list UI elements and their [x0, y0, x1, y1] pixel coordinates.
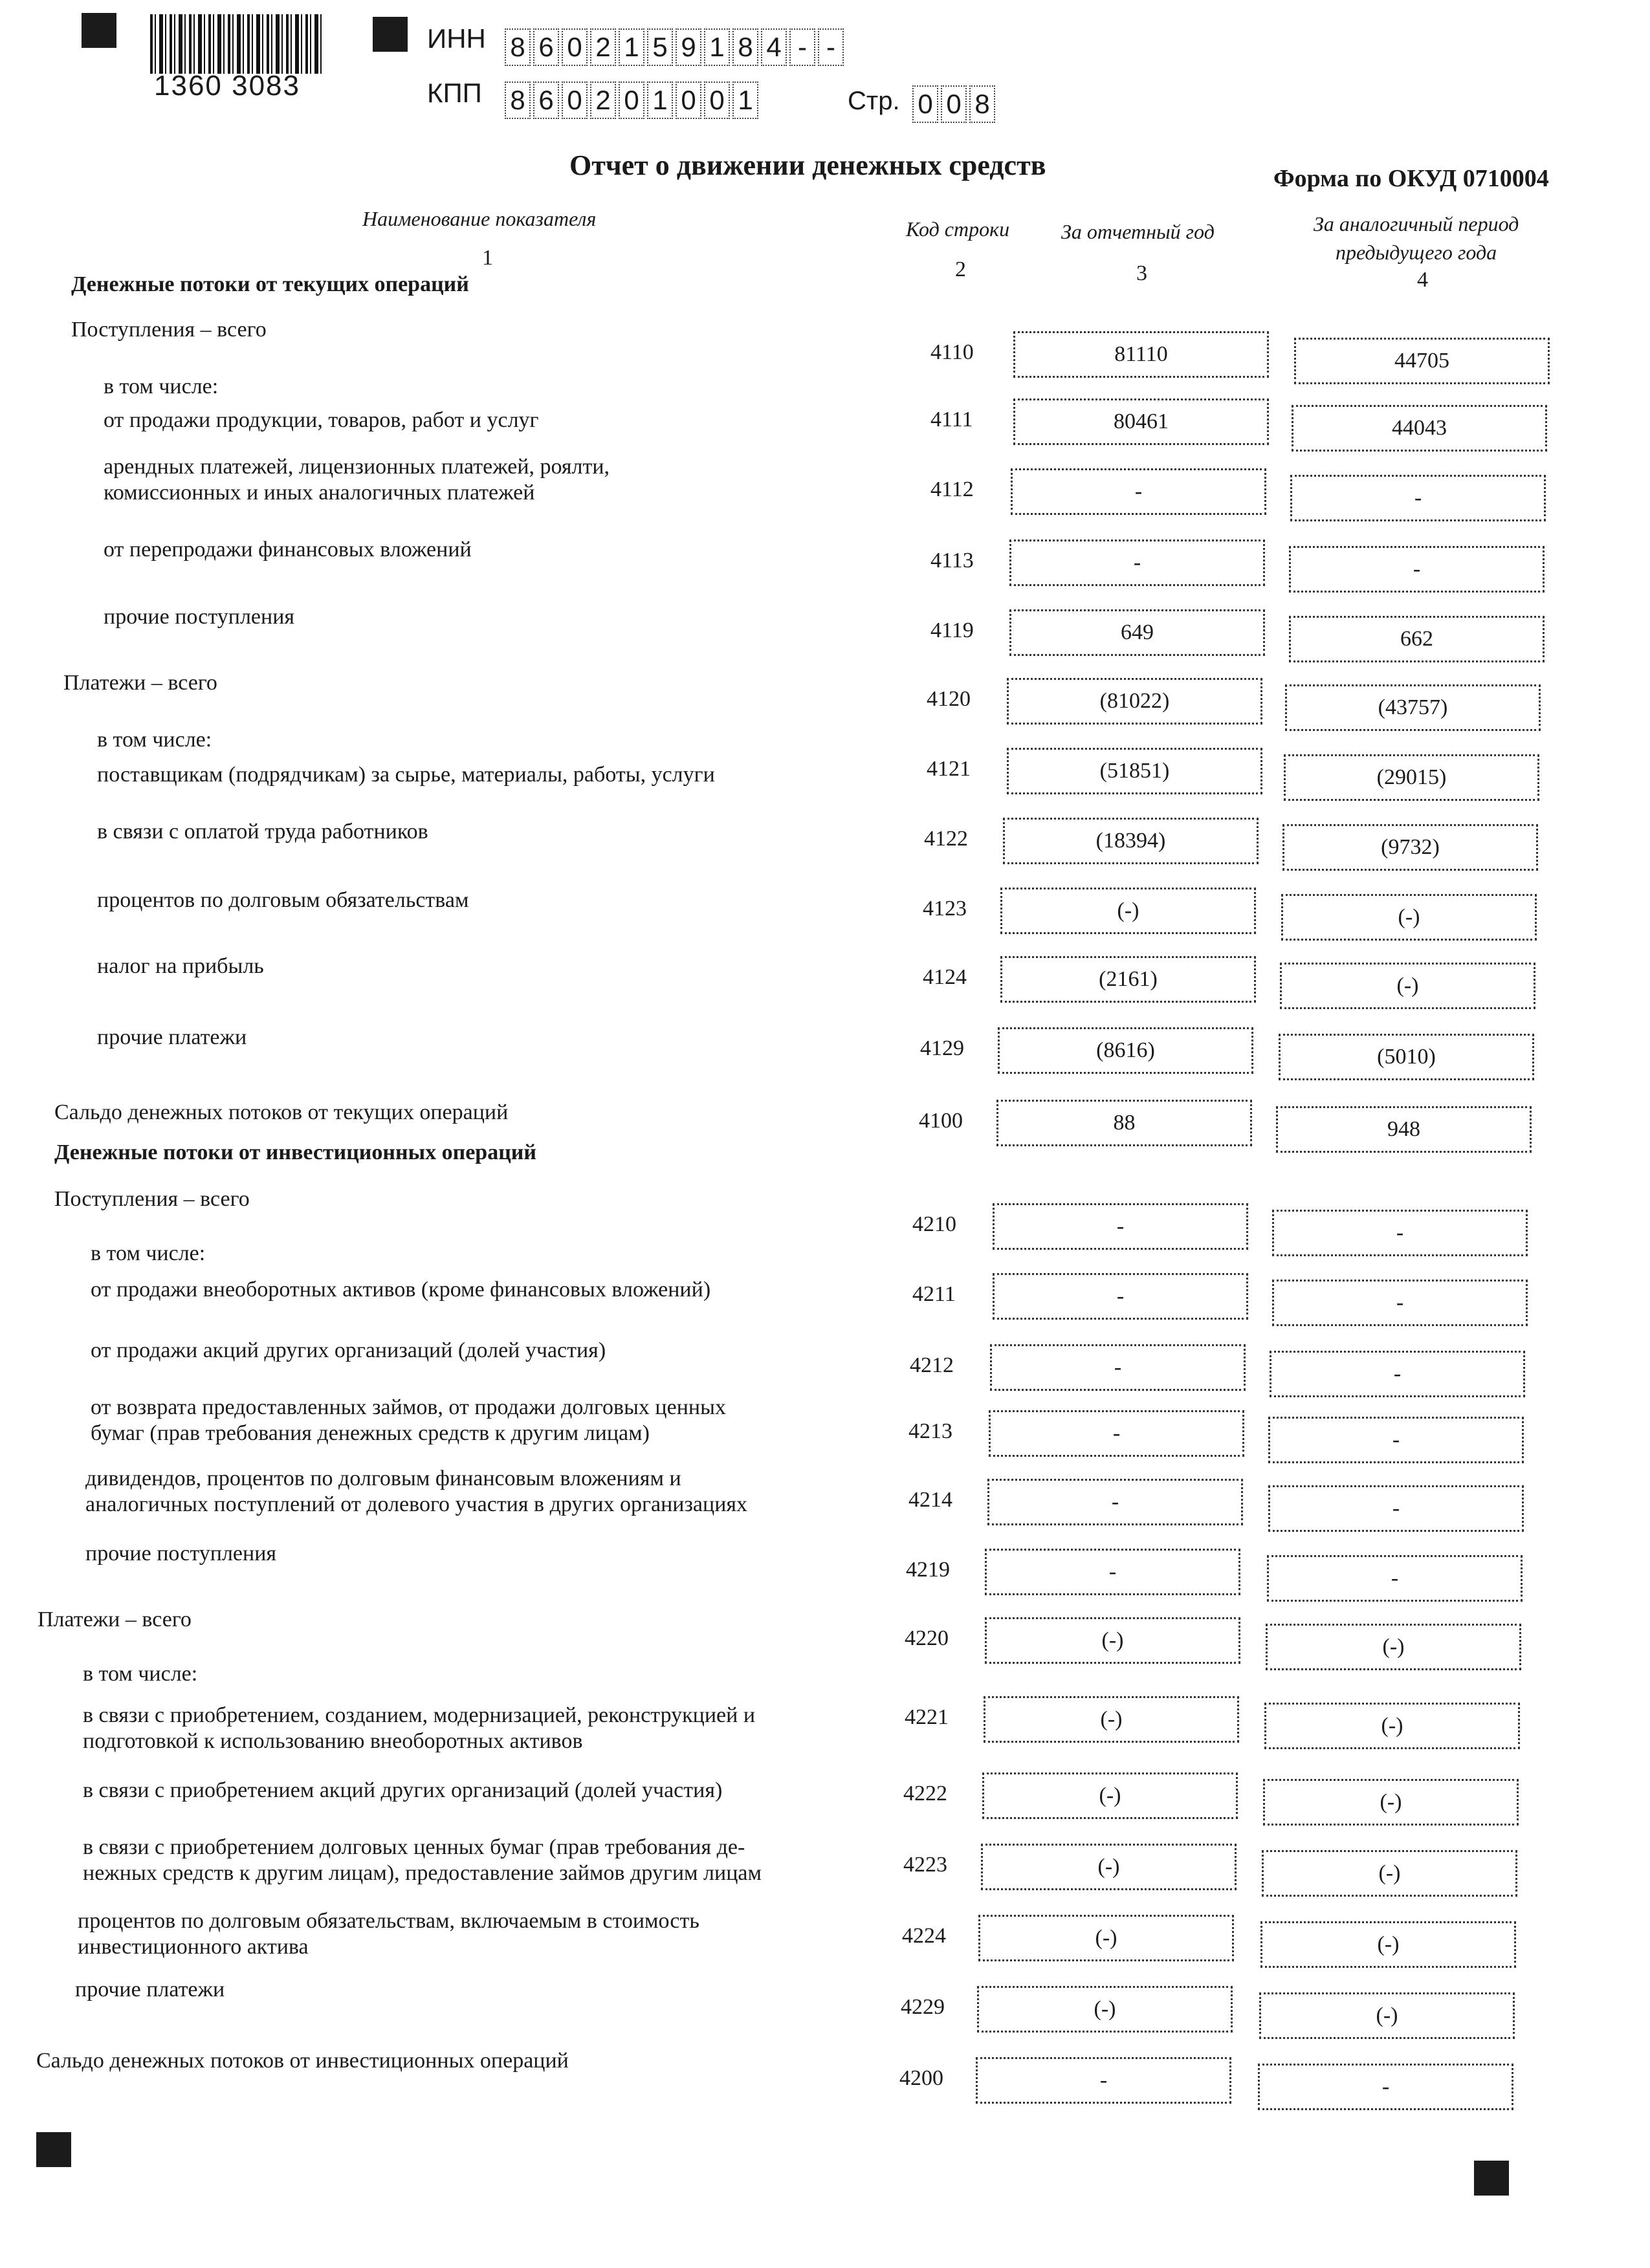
row-label-line: от возврата предоставленных займов, от продажи долговых ценных	[91, 1395, 726, 1419]
row-code: 4123	[923, 897, 967, 921]
row-label	[97, 819, 938, 845]
inn-digit: 6	[533, 28, 559, 66]
inn-digit: 5	[647, 28, 673, 66]
row-label-line: в том числе:	[91, 1241, 206, 1265]
row-code: 4113	[930, 549, 974, 572]
current-year-value: (-)	[981, 1844, 1237, 1890]
current-year-value: (-)	[977, 1986, 1233, 2033]
row-code: 4210	[912, 1212, 956, 1236]
barcode-bars	[150, 14, 325, 74]
kpp-digit: 1	[732, 82, 758, 119]
row-label-line: от перепродажи финансовых вложений	[104, 538, 472, 562]
inn-digit: 9	[676, 28, 701, 66]
row-code: 4129	[920, 1036, 964, 1060]
prior-year-value: 44043	[1292, 405, 1547, 452]
kpp-digit: 0	[619, 82, 644, 119]
row-label	[85, 1466, 927, 1518]
row-label	[83, 1703, 924, 1754]
row-label	[85, 1541, 927, 1567]
row-code: 4110	[930, 340, 974, 364]
inn-digit: 8	[732, 28, 758, 66]
prior-year-value: (5010)	[1279, 1034, 1534, 1080]
barcode-number: 1360 3083	[154, 70, 300, 102]
prior-year-value: (-)	[1262, 1850, 1517, 1897]
row-label	[54, 1186, 896, 1212]
col-name-number: 1	[482, 246, 493, 270]
row-label	[104, 537, 945, 563]
prior-year-value: (-)	[1263, 1779, 1519, 1826]
current-year-value: -	[985, 1549, 1240, 1595]
row-label-line: в том числе:	[83, 1662, 198, 1686]
kpp-digit: 0	[704, 82, 730, 119]
row-code: 4120	[927, 687, 971, 711]
row-code: 4124	[923, 965, 967, 989]
subgroup-label	[97, 727, 938, 753]
current-year-value: -	[993, 1273, 1248, 1320]
current-year-value: (-)	[978, 1915, 1234, 1961]
row-code: 4111	[930, 408, 973, 431]
inn-cells	[505, 28, 846, 66]
row-label-line: в том числе:	[104, 375, 219, 398]
page-label: Стр.	[848, 87, 900, 115]
row-label-line: Платежи – всего	[63, 671, 217, 695]
inn-label: ИНН	[427, 23, 486, 54]
registration-mark-top-left	[82, 13, 116, 48]
row-label	[97, 1025, 938, 1051]
row-label-line: бумаг (прав требования денежных средств к другим лицам)	[91, 1421, 650, 1445]
registration-mark-top-center	[373, 17, 408, 52]
subgroup-label	[91, 1241, 932, 1267]
row-code: 4223	[903, 1853, 947, 1877]
row-label-line: подготовкой к использованию внеоборотных активов	[83, 1729, 583, 1753]
row-code: 4219	[906, 1558, 950, 1582]
row-code: 4121	[927, 757, 971, 781]
inn-digit: -	[789, 28, 815, 66]
prior-year-value: -	[1258, 2064, 1513, 2110]
current-year-value: 80461	[1013, 398, 1269, 445]
row-label-line: Поступления – всего	[71, 318, 267, 342]
col-code-header: Код строки	[906, 217, 1010, 241]
row-label	[91, 1395, 932, 1446]
row-code: 4100	[919, 1109, 963, 1133]
current-year-value: -	[990, 1344, 1246, 1391]
inn-digit: -	[818, 28, 844, 66]
inn-digit: 4	[761, 28, 787, 66]
page-digit: 8	[969, 85, 995, 123]
col-prior-header-line1: За аналогичный период	[1314, 212, 1519, 235]
kpp-digit: 8	[505, 82, 531, 119]
row-label-line: Сальдо денежных потоков от текущих операций	[54, 1100, 509, 1124]
subgroup-label	[83, 1661, 924, 1687]
row-label-line: в связи с приобретением долговых ценных бумаг (прав требования де-	[83, 1835, 745, 1859]
row-label-line: нежных средств к другим лицам), предоставление займов другим лицам	[83, 1861, 762, 1885]
kpp-digit: 2	[590, 82, 616, 119]
row-label-line: от продажи внеоборотных активов (кроме финансовых вложений)	[91, 1278, 711, 1302]
row-label	[71, 317, 912, 343]
prior-year-value: -	[1272, 1280, 1528, 1326]
kpp-digit: 0	[562, 82, 588, 119]
current-year-value: -	[1009, 540, 1265, 586]
row-label-line: процентов по долговым обязательствам	[97, 888, 469, 912]
row-label-line: прочие поступления	[104, 605, 295, 629]
row-label-line: в том числе:	[97, 728, 212, 752]
col-current-number: 3	[1136, 261, 1147, 285]
current-year-value: (2161)	[1000, 956, 1256, 1003]
row-label-line: прочие платежи	[97, 1025, 247, 1049]
current-year-value: -	[987, 1479, 1243, 1525]
row-code: 4222	[903, 1782, 947, 1805]
current-year-value: -	[976, 2057, 1231, 2104]
registration-mark-bottom-left	[36, 2132, 71, 2167]
row-label	[97, 762, 938, 788]
prior-year-value: (-)	[1264, 1703, 1520, 1749]
current-year-value: (-)	[984, 1696, 1239, 1743]
inn-digit: 1	[619, 28, 644, 66]
row-label	[104, 454, 945, 506]
current-year-value: 81110	[1013, 331, 1269, 378]
prior-year-value: 662	[1289, 616, 1545, 662]
prior-year-value: -	[1268, 1485, 1524, 1532]
row-label	[63, 670, 905, 696]
barcode	[150, 14, 325, 105]
current-year-value: -	[1011, 468, 1266, 515]
prior-year-value: -	[1290, 475, 1546, 521]
row-label-line: в связи с приобретением акций других организаций (долей участия)	[83, 1778, 723, 1802]
current-year-value: 88	[996, 1100, 1252, 1146]
kpp-label: КПП	[427, 78, 482, 108]
prior-year-value: -	[1272, 1210, 1528, 1256]
row-label	[78, 1908, 919, 1960]
prior-year-value: (43757)	[1285, 684, 1541, 731]
col-code-number: 2	[955, 257, 966, 281]
kpp-digit: 1	[647, 82, 673, 119]
current-year-value: -	[989, 1410, 1244, 1457]
row-code: 4200	[899, 2066, 943, 2090]
col-name-header: Наименование показателя	[362, 207, 597, 230]
current-year-value: (-)	[985, 1617, 1240, 1664]
current-year-value: -	[993, 1203, 1248, 1250]
col-current-header: За отчетный год	[1061, 220, 1215, 243]
row-label	[104, 408, 945, 433]
row-code: 4213	[908, 1419, 952, 1443]
section-title	[54, 1140, 896, 1166]
row-label-line: Платежи – всего	[38, 1608, 192, 1631]
row-label-line: дивидендов, процентов по долговым финансовым вложениям и	[85, 1467, 681, 1490]
row-code: 4229	[901, 1995, 945, 2019]
inn-digit: 1	[704, 28, 730, 66]
row-label	[36, 2048, 877, 2074]
row-label	[104, 604, 945, 630]
inn-digit: 2	[590, 28, 616, 66]
row-label	[91, 1338, 932, 1364]
prior-year-value: (-)	[1280, 963, 1535, 1009]
kpp-digit: 0	[676, 82, 701, 119]
col-prior-header-line2: предыдущего года	[1336, 241, 1497, 264]
row-label	[83, 1835, 924, 1886]
subgroup-label	[104, 374, 945, 400]
row-label-line: прочие поступления	[85, 1542, 277, 1565]
row-label-line: прочие платежи	[75, 1978, 225, 2001]
page-digit: 0	[912, 85, 938, 123]
row-label-line: в связи с оплатой труда работников	[97, 820, 428, 844]
row-label-line: арендных платежей, лицензионных платежей, роялти,	[104, 455, 610, 479]
current-year-value: 649	[1009, 609, 1265, 656]
row-label-line: Сальдо денежных потоков от инвестиционных операций	[36, 2049, 569, 2073]
form-code: Форма по ОКУД 0710004	[1273, 165, 1549, 192]
row-code: 4211	[912, 1282, 956, 1306]
prior-year-value: -	[1267, 1555, 1523, 1602]
prior-year-value: (9732)	[1282, 824, 1538, 871]
row-label	[75, 1977, 916, 2003]
prior-year-value: -	[1270, 1351, 1525, 1397]
row-code: 4221	[905, 1705, 949, 1729]
row-label-line: процентов по долговым обязательствам, включаемым в стоимость	[78, 1909, 699, 1933]
row-label	[97, 888, 938, 913]
current-year-value: (-)	[1000, 888, 1256, 934]
prior-year-value: (29015)	[1284, 754, 1539, 801]
row-label	[91, 1277, 932, 1303]
current-year-value: (51851)	[1007, 748, 1262, 794]
row-label-line: налог на прибыль	[97, 954, 264, 978]
row-label	[54, 1100, 896, 1126]
prior-year-value: (-)	[1281, 894, 1537, 941]
row-label-line: Денежные потоки от текущих операций	[71, 272, 469, 296]
row-label-line: поставщикам (подрядчикам) за сырье, материалы, работы, услуги	[97, 763, 715, 787]
row-label-line: Поступления – всего	[54, 1187, 250, 1211]
prior-year-value: 44705	[1294, 338, 1550, 384]
section-title	[71, 272, 912, 298]
prior-year-value: (-)	[1260, 1921, 1516, 1968]
kpp-digit: 6	[533, 82, 559, 119]
row-code: 4112	[930, 477, 974, 501]
registration-mark-bottom-right	[1474, 2161, 1509, 2196]
row-label-line: комиссионных и иных аналогичных платежей	[104, 481, 535, 505]
report-title: Отчет о движении денежных средств	[569, 149, 1046, 181]
prior-year-value: -	[1289, 546, 1545, 593]
current-year-value: (18394)	[1003, 818, 1259, 864]
prior-year-value: 948	[1276, 1106, 1532, 1153]
current-year-value: (-)	[982, 1772, 1238, 1819]
row-label	[38, 1607, 879, 1633]
row-label-line: от продажи продукции, товаров, работ и услуг	[104, 408, 539, 432]
inn-digit: 0	[562, 28, 588, 66]
row-label-line: аналогичных поступлений от долевого участия в других организациях	[85, 1492, 748, 1516]
row-code: 4220	[905, 1626, 949, 1650]
current-year-value: (8616)	[998, 1027, 1253, 1074]
row-label-line: инвестиционного актива	[78, 1935, 309, 1959]
row-code: 4214	[908, 1488, 952, 1512]
row-code: 4119	[930, 618, 974, 642]
row-label	[83, 1778, 924, 1804]
row-label	[97, 954, 938, 979]
col-prior-number: 4	[1417, 268, 1428, 292]
row-label-line: Денежные потоки от инвестиционных операций	[54, 1140, 536, 1164]
kpp-cells	[505, 82, 761, 119]
inn-digit: 8	[505, 28, 531, 66]
row-code: 4122	[924, 827, 968, 851]
page-digit: 0	[941, 85, 967, 123]
prior-year-value: -	[1268, 1417, 1524, 1463]
page-cells	[912, 85, 998, 123]
prior-year-value: (-)	[1266, 1624, 1521, 1670]
row-label-line: от продажи акций других организаций (долей участия)	[91, 1338, 606, 1362]
row-label-line: в связи с приобретением, созданием, модернизацией, реконструкцией и	[83, 1703, 756, 1727]
prior-year-value: (-)	[1259, 1992, 1515, 2039]
row-code: 4212	[910, 1353, 954, 1377]
current-year-value: (81022)	[1007, 678, 1262, 725]
row-code: 4224	[902, 1924, 946, 1948]
